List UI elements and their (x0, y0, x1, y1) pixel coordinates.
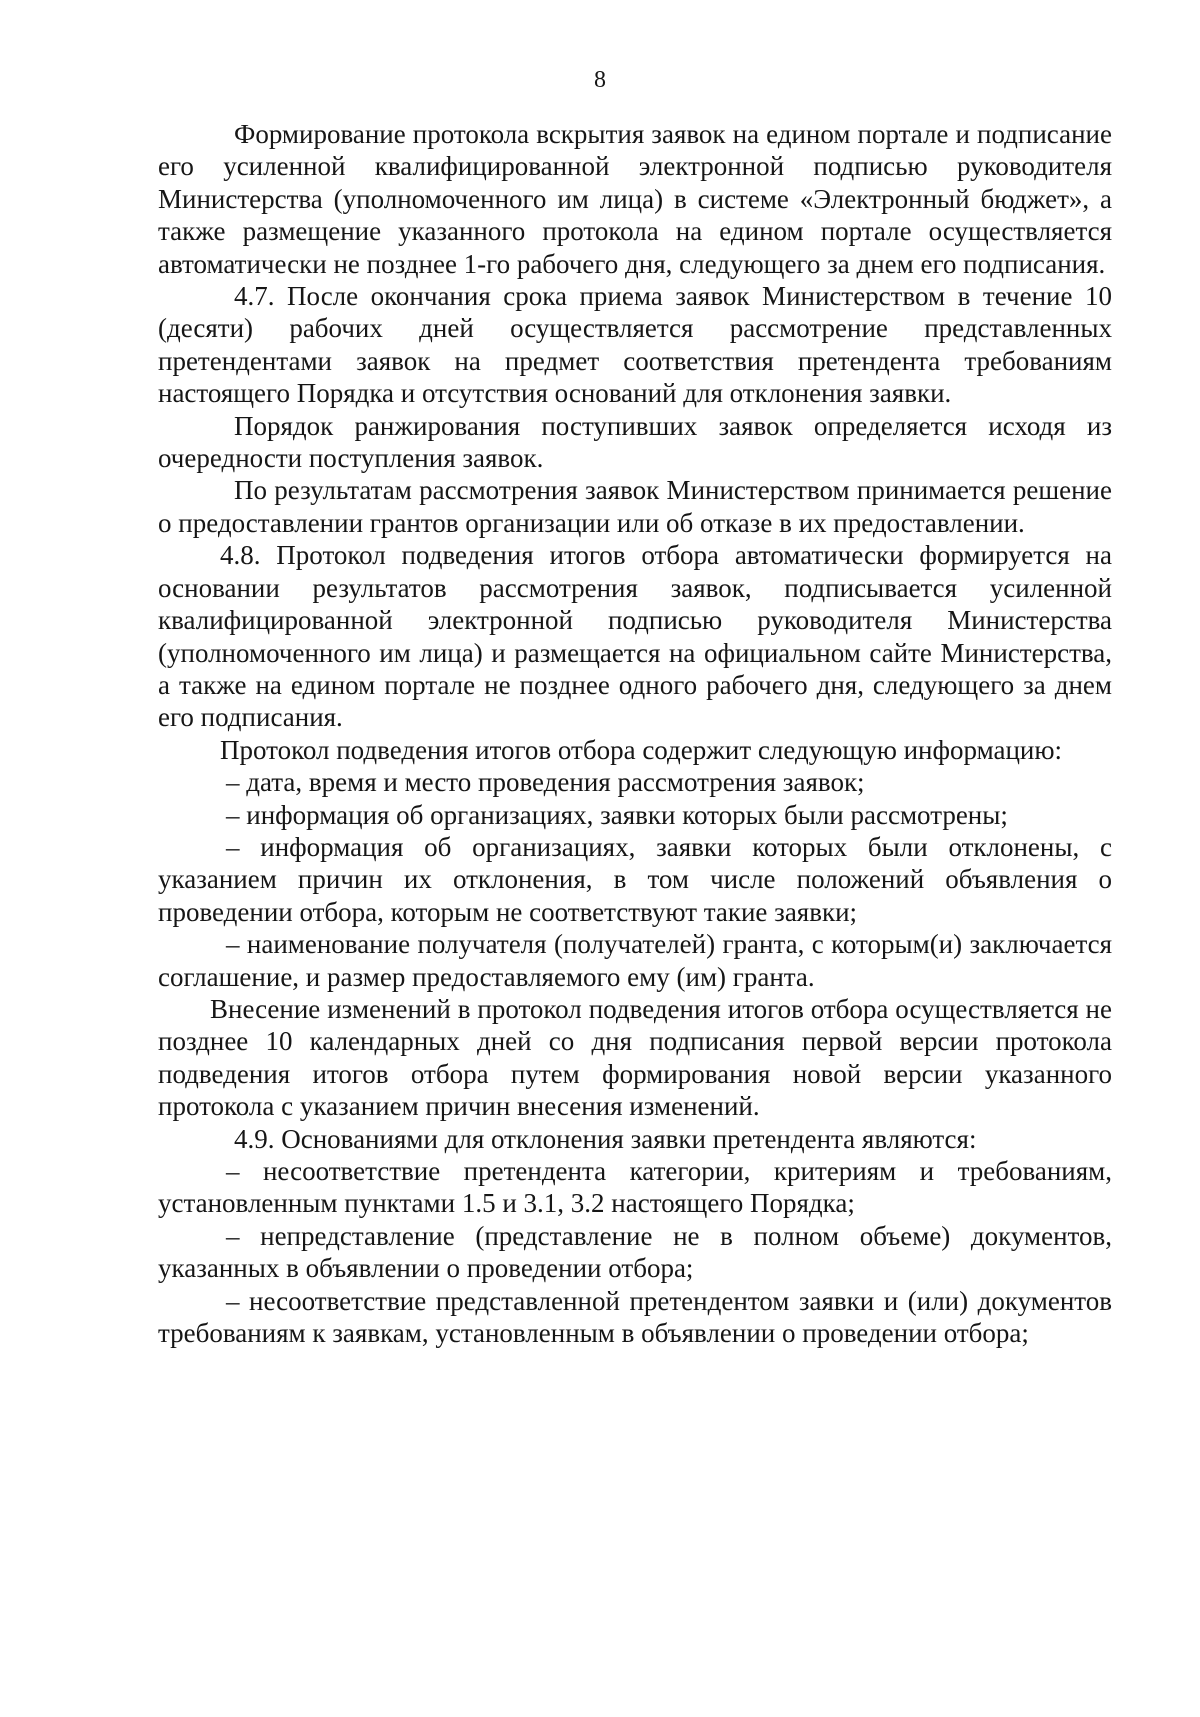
document-body (158, 118, 1112, 1349)
list-item-date-time-place: – дата, время и место проведения рассмотрения заявок; (226, 767, 865, 798)
paragraph-protocol-opening: Формирование протокола вскрытия заявок на едином портале и подписание его усиленной квалифицированной электронной подписью руководителя Министерства (уполномоченного им лица) в системе «Электронный бюджет», а также размещение указанного протокола на едином портале осуществляется автоматически не позднее 1-го рабочего дня, следующего за днем его подписания. (158, 119, 1112, 279)
list-item-requirements-mismatch: – несоответствие представленной претендентом заявки и (или) документов требованиям к заявкам, установленным в объявлении о проведении отбора; (158, 1285, 1112, 1349)
paragraph-review-decision: По результатам рассмотрения заявок Министерством принимается решение о предоставлении грантов организации или об отказе в их предоставлении. (158, 475, 1112, 538)
paragraph-4-8: 4.8. Протокол подведения итогов отбора автоматически формируется на основании результатов рассмотрения заявок, подписывается усиленной квалифицированной электронной подписью руководителя Министерства (уполномоченного им лица) и размещается на официальном сайте Министерства, а также на едином портале не позднее одного рабочего дня, следующего за днем его подписания. (158, 540, 1112, 733)
list-item-category-mismatch: – несоответствие претендента категории, критериям и требованиям, установленным пунктами 1.5 и 3.1, 3.2 настоящего Порядка; (158, 1156, 1112, 1219)
paragraph-protocol-contents: Протокол подведения итогов отбора содержит следующую информацию: (220, 734, 1063, 765)
list-item-missing-documents: – непредставление (представление не в полном объеме) документов, указанных в объявлении о проведении отбора; (158, 1220, 1112, 1284)
paragraph-ranking-order: Порядок ранжирования поступивших заявок определяется исходя из очередности поступления заявок. (158, 410, 1112, 474)
list-item-grant-recipients: – наименование получателя (получателей) гранта, с которым(и) заключается соглашение, и размер предоставляемого ему (им) гранта. (158, 929, 1112, 992)
paragraph-protocol-amendments: Внесение изменений в протокол подведения итогов отбора осуществляется не позднее 10 календарных дней со дня подписания первой версии протокола подведения итогов отбора путем формирования новой версии указанного протокола с указанием причин внесения изменений. (158, 993, 1112, 1122)
list-item-rejected-organizations: – информация об организациях, заявки которых были отклонены, с указанием причин их отклонения, в том числе положений объявления о проведении отбора, которым не соответствуют такие заявки; (158, 831, 1112, 927)
page-number: 8 (594, 67, 606, 93)
paragraph-4-7: 4.7. После окончания срока приема заявок Министерством в течение 10 (десяти) рабочих дней осуществляется рассмотрение представленных претендентами заявок на предмет соответствия претендента требованиям настоящего Порядка и отсутствия оснований для отклонения заявки. (158, 281, 1112, 409)
list-item-reviewed-organizations: – информация об организациях, заявки которых были рассмотрены; (226, 799, 1008, 830)
paragraph-4-9: 4.9. Основаниями для отклонения заявки претендента являются: (234, 1123, 977, 1154)
